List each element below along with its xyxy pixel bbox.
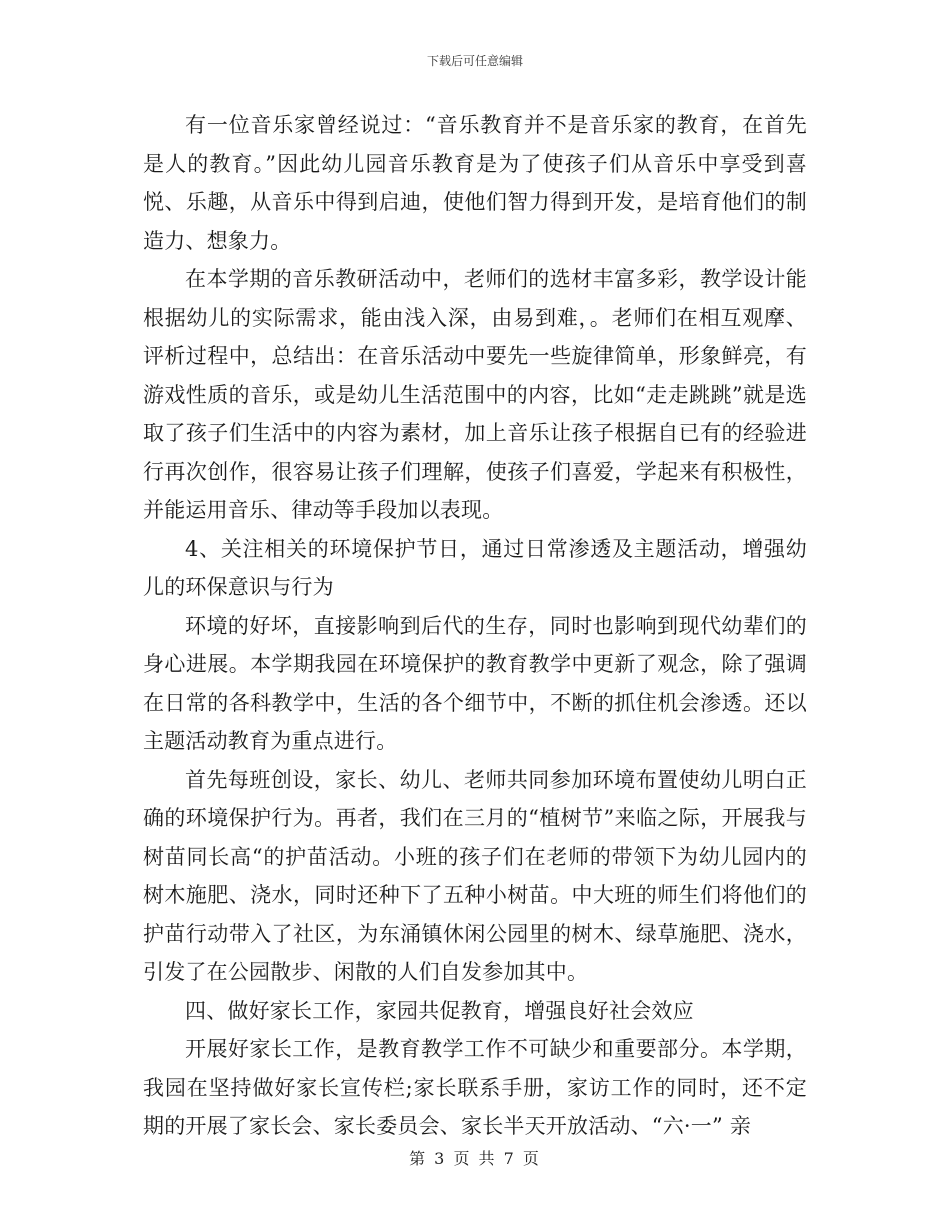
section-heading: 四、做好家长工作，家园共促教育，增强良好社会效应 bbox=[185, 998, 694, 1023]
paragraph: 开展好家长工作，是教育教学工作不可缺少和重要部分。本学期，我园在坚持做好家长宣传栏;家长联系手册，家访工作的同时，还不定期的开展了家长会、家长委员会、家长半天开放活动、“六·一” 亲 bbox=[143, 1037, 807, 1138]
document-body bbox=[143, 106, 807, 1146]
section-heading: 4、关注相关的环境保护节日，通过日常渗透及主题活动，增强幼儿的环保意识与行为 bbox=[143, 536, 807, 599]
header-note: 下载后可任意编辑 bbox=[426, 54, 523, 68]
paragraph: 环境的好坏，直接影响到后代的生存，同时也影响到现代幼辈们的身心进展。本学期我园在环境保护的教育教学中更新了观念，除了强调在日常的各科教学中，生活的各个细节中，不断的抓住机会渗透。还以主题活动教育为重点进行。 bbox=[143, 613, 807, 753]
paragraph: 有一位音乐家曾经说过：“音乐教育并不是音乐家的教育，在首先是人的教育。”因此幼儿园音乐教育是为了使孩子们从音乐中享受到喜悦、乐趣，从音乐中得到启迪，使他们智力得到开发，是培育他们的制造力、想象力。 bbox=[143, 113, 807, 253]
page-number-footer: 第 3 页 共 7 页 bbox=[409, 1149, 541, 1168]
paragraph: 首先每班创设，家长、幼儿、老师共同参加环境布置使幼儿明白正确的环境保护行为。再者，我们在三月的“植树节”来临之际，开展我与树苗同长高“的护苗活动。小班的孩子们在老师的带领下为幼儿园内的树木施肥、浇水，同时还种下了五种小树苗。中大班的师生们将他们的护苗行动带入了社区，为东涌镇休闲公园里的树木、绿草施肥、浇水，引发了在公园散步、闲散的人们自发参加其中。 bbox=[143, 767, 807, 984]
paragraph: 在本学期的音乐教研活动中，老师们的选材丰富多彩，教学设计能根据幼儿的实际需求，能由浅入深，由易到难，。老师们在相互观摩、评析过程中，总结出：在音乐活动中要先一些旋律简单，形象鲜亮，有游戏性质的音乐，或是幼儿生活范围中的内容，比如“走走跳跳”就是选取了孩子们生活中的内容为素材，加上音乐让孩子根据自已有的经验进行再次创作，很容易让孩子们理解，使孩子们喜爱，学起来有积极性，并能运用音乐、律动等手段加以表现。 bbox=[143, 267, 807, 522]
